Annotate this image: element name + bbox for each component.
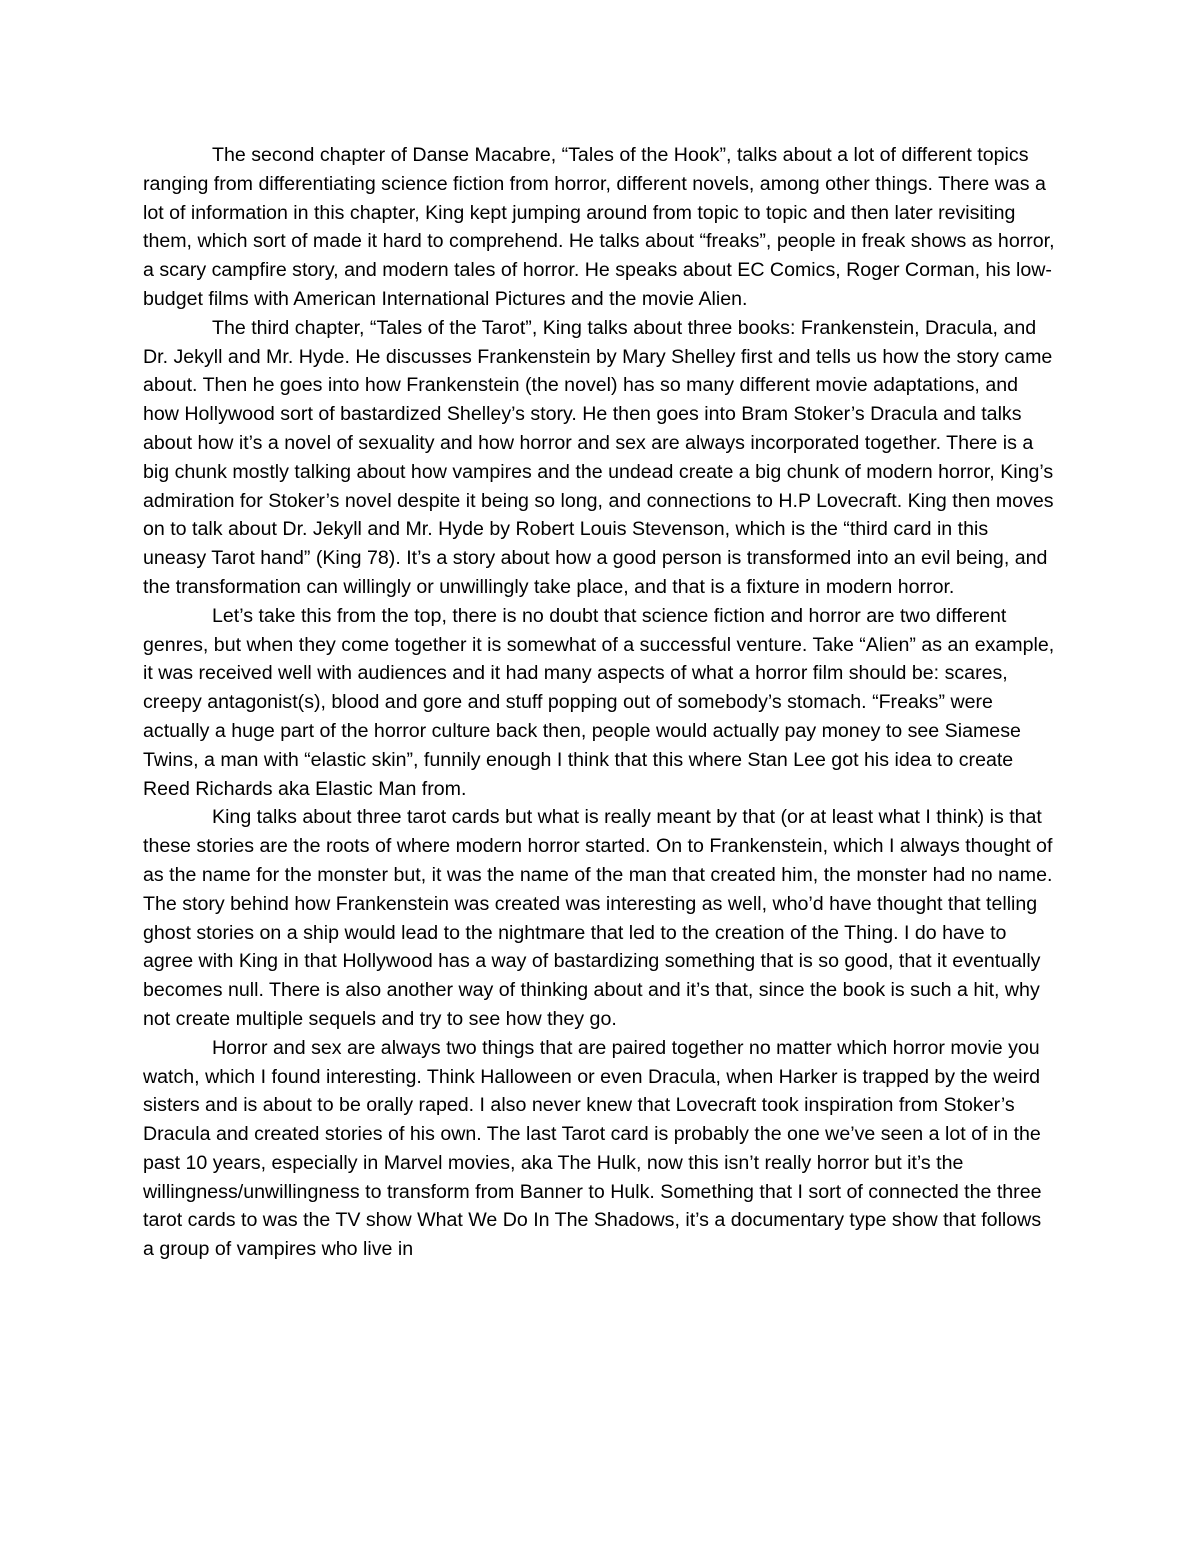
paragraph-horror-sex-reflection: Horror and sex are always two things that are paired together no matter which horror movie you watch, which I found interesting. Think Halloween or even Dracula, when Harker is trapped by the weird sisters and is about to be orally raped. I also never knew that Lovecraft took inspiration from Stoker’s Dracula and created stories of his own. The last Tarot card is probably the one we’ve seen a lot of in the past 10 years, especially in Marvel movies, aka The Hulk, now this isn’t really horror but it’s the willingness/unwillingness to transform from Banner to Hulk. Something that I sort of connected the three tarot cards to was the TV show What We Do In The Shadows, it’s a documentary type show that follows a group of vampires who live in xyxy=(143,1036,1042,1261)
essay-body xyxy=(143,141,1055,1264)
paragraph-chapter-two-summary: The second chapter of Danse Macabre, “Tales of the Hook”, talks about a lot of different topics ranging from differentiating science fiction from horror, different novels, among other things. There was a lot of information in this chapter, King kept jumping around from topic to topic and then later revisiting them, which sort of made it hard to comprehend. He talks about “freaks”, people in freak shows as horror, a scary campfire story, and modern tales of horror. He speaks about EC Comics, Roger Corman, his low-budget films with American International Pictures and the movie Alien. xyxy=(143,144,1055,310)
paragraph-scifi-horror-reflection: Let’s take this from the top, there is no doubt that science fiction and horror are two different genres, but when they come together it is somewhat of a successful venture. Take “Alien” as an example, it was received well with audiences and it had many aspects of what a horror film should be: scares, creepy antagonist(s), blood and gore and stuff popping out of somebody’s stomach. “Freaks” were actually a huge part of the horror culture back then, people would actually pay money to see Siamese Twins, a man with “elastic skin”, funnily enough I think that this where Stan Lee got his idea to create Reed Richards aka Elastic Man from. xyxy=(143,604,1055,800)
paragraph-tarot-frankenstein-reflection: King talks about three tarot cards but what is really meant by that (or at least what I think) is that these stories are the roots of where modern horror started. On to Frankenstein, which I always thought of as the name for the monster but, it was the name of the man that created him, the monster had no name. The story behind how Frankenstein was created was interesting as well, who’d have thought that telling ghost stories on a ship would lead to the nightmare that led to the creation of the Thing. I do have to agree with King in that Hollywood has a way of bastardizing something that is so good, that it eventually becomes null. There is also another way of thinking about and it’s that, since the book is such a hit, why not create multiple sequels and try to see how they go. xyxy=(143,806,1053,1030)
paragraph-chapter-three-summary: The third chapter, “Tales of the Tarot”, King talks about three books: Frankenstein, Dracula, and Dr. Jekyll and Mr. Hyde. He discusses Frankenstein by Mary Shelley first and tells us how the story came about. Then he goes into how Frankenstein (the novel) has so many different movie adaptations, and how Hollywood sort of bastardized Shelley’s story. He then goes into Bram Stoker’s Dracula and talks about how it’s a novel of sexuality and how horror and sex are always incorporated together. There is a big chunk mostly talking about how vampires and the undead create a big chunk of modern horror, King’s admiration for Stoker’s novel despite it being so long, and connections to H.P Lovecraft. King then moves on to talk about Dr. Jekyll and Mr. Hyde by Robert Louis Stevenson, which is the “third card in this uneasy Tarot hand” (King 78). It’s a story about how a good person is transformed into an evil being, and the transformation can willingly or unwillingly take place, and that is a fixture in modern horror. xyxy=(143,316,1054,598)
